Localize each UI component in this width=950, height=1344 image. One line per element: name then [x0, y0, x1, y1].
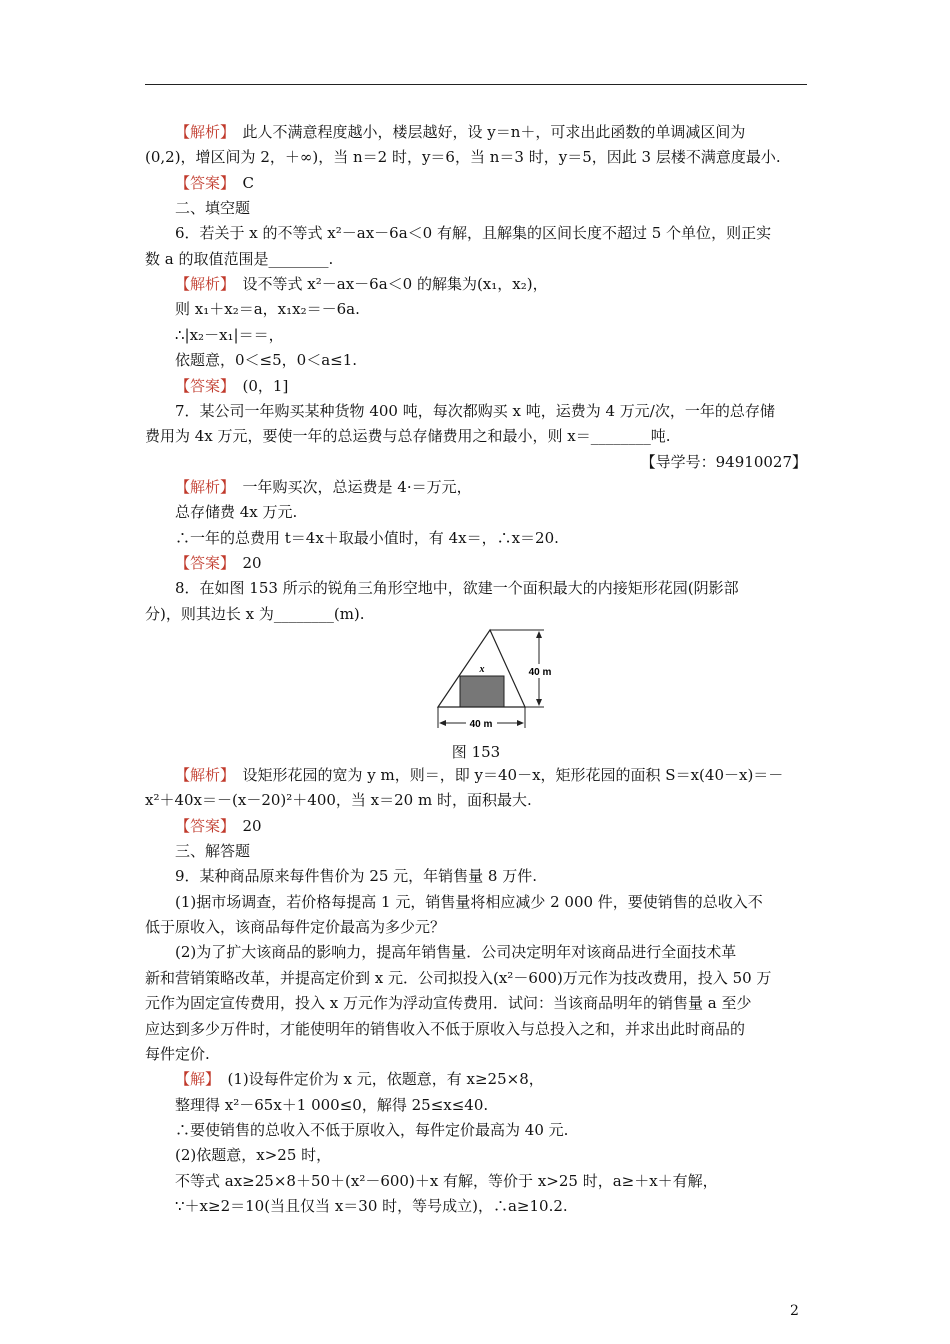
triangle-figure — [433, 628, 558, 733]
text-line: (1)据市场调查，若价格每提高 1 元，销售量将相应减少 2 000 件，要使销售的总收入不 — [175, 892, 763, 911]
section-tag: 【解析】 — [175, 477, 228, 496]
text-line: 每件定价. — [145, 1044, 210, 1063]
section-tag: 【答案】 — [175, 173, 228, 192]
text-line: 【解析】 此人不满意程度越小，楼层越好，设 y＝n＋，可求出此函数的单调减区间为 — [175, 123, 746, 141]
text-line: 7．某公司一年购买某种货物 400 吨，每次都购买 x 吨，运费为 4 万元/次，一年的总存储 — [175, 401, 775, 420]
text-line: 【导学号：94910027】 — [640, 452, 807, 471]
text-line: 数 a 的取值范围是________. — [145, 249, 334, 268]
text-line: x²＋40x＝－(x－20)²＋400，当 x＝20 m 时，面积最大. — [145, 791, 532, 810]
text-line: 则 x₁＋x₂＝a，x₁x₂＝－6a. — [175, 300, 360, 319]
text-line: 【解析】 一年购买次，总运费是 4·＝万元， — [175, 477, 472, 496]
text-line: 费用为 4x 万元，要使一年的总运费与总存储费用之和最小，则 x＝________吨. — [145, 427, 671, 446]
text-line: 总存储费 4x 万元. — [175, 503, 298, 522]
text-line: 低于原收入，该商品每件定价最高为多少元？ — [145, 918, 446, 937]
figure-caption: 图 153 — [451, 743, 501, 761]
text-line: 【答案】 (0，1] — [175, 376, 289, 395]
section-tag: 【答案】 — [175, 553, 228, 572]
section-tag: 【解析】 — [175, 275, 228, 294]
text-line: (2)为了扩大该商品的影响力，提高年销售量．公司决定明年对该商品进行全面技术革 — [175, 943, 737, 962]
rectangle-top-label: x — [479, 664, 485, 675]
header-rule — [145, 84, 807, 85]
text-line: 9．某种商品原来每件售价为 25 元，年销售量 8 万件. — [175, 867, 538, 886]
text-line: 6．若关于 x 的不等式 x²－ax－6a＜0 有解，且解集的区间长度不超过 5 个单位，则正实 — [175, 224, 772, 243]
triangle-diagram — [433, 628, 558, 733]
text-line: ∵＋x≥2＝10(当且仅当 x＝30 时，等号成立)，∴a≥10.2. — [175, 1196, 568, 1215]
text-line: ∴要使销售的总收入不低于原收入，每件定价最高为 40 元. — [175, 1120, 569, 1139]
text-line: 【答案】 20 — [175, 553, 262, 572]
section-tag: 【答案】 — [175, 816, 228, 835]
text-line: 【解析】 设不等式 x²－ax－6a＜0 的解集为(x₁，x₂)， — [175, 275, 548, 294]
text-line: 8．在如图 153 所示的锐角三角形空地中，欲建一个面积最大的内接矩形花园(阴影部 — [175, 579, 739, 598]
height-arrow-up — [536, 631, 542, 638]
text-line: 不等式 ax≥25×8＋50＋(x²－600)＋x 有解，等价于 x>25 时，a≥＋x＋有解， — [175, 1171, 718, 1190]
height-label: 40 m — [528, 667, 552, 678]
section-tag: 【解析】 — [175, 766, 228, 784]
text-line: 【答案】 20 — [175, 816, 262, 835]
text-line: 三、解答题 — [175, 842, 251, 861]
text-line: 整理得 x²－65x＋1 000≤0，解得 25≤x≤40. — [175, 1095, 489, 1114]
garden-rectangle — [460, 676, 504, 707]
text-line: 元作为固定宣传费用，投入 x 万元作为浮动宣传费用．试问：当该商品明年的销售量 a 至少 — [145, 994, 752, 1013]
section-tag: 【解析】 — [175, 123, 228, 141]
section-tag: 【解】 — [175, 1070, 213, 1089]
base-arrow-right — [517, 720, 524, 726]
text-line: 应达到多少万件时，才能使明年的销售收入不低于原收入与总投入之和，并求出此时商品的 — [145, 1019, 746, 1038]
text-line: 分)，则其边长 x 为________(m). — [145, 604, 365, 623]
base-label: 40 m — [469, 719, 493, 730]
text-line: (0,2)，增区间为 2，＋∞)，当 n＝2 时，y＝6，当 n＝3 时，y＝5，因此 3 层楼不满意度最小. — [145, 148, 781, 167]
page-number: 2 — [790, 1303, 799, 1319]
text-line: ∴一年的总费用 t＝4x＋取最小值时，有 4x＝，∴x＝20. — [175, 528, 559, 547]
height-arrow-down — [536, 699, 542, 706]
section-tag: 【答案】 — [175, 376, 228, 395]
text-line: 【解】 (1)设每件定价为 x 元，依题意，有 x≥25×8， — [175, 1070, 544, 1089]
text-line: 依题意，0＜≤5，0＜a≤1. — [175, 351, 358, 370]
text-line: 新和营销策略改革，并提高定价到 x 元．公司拟投入(x²－600)万元作为技改费用，投入 50 万 — [145, 968, 772, 987]
text-line: ∴|x₂－x₁|＝＝， — [175, 325, 284, 344]
text-line: 【解析】 设矩形花园的宽为 y m，则＝，即 y＝40－x，矩形花园的面积 S＝x(40－x)＝－ — [175, 766, 784, 784]
base-arrow-left — [439, 720, 446, 726]
text-line: 二、填空题 — [175, 199, 251, 218]
text-line: 【答案】 C — [175, 173, 254, 192]
text-line: (2)依题意，x>25 时， — [175, 1146, 332, 1165]
